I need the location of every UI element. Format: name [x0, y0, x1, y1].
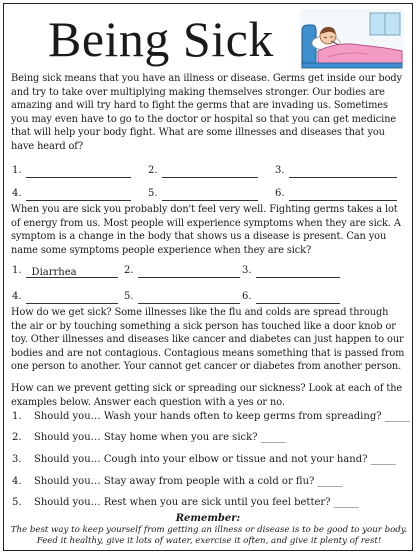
prevention-question-1[interactable]: 1. Should you… Wash your hands often to keep germs from spreading? _____	[12, 411, 410, 422]
prevention-question-5[interactable]: 5. Should you… Rest when you are sick until you feel better? _____	[12, 497, 359, 508]
symptom-answer-1[interactable]: 1. Diarrhea	[12, 264, 118, 278]
symptom-answer-6[interactable]: 6.	[242, 290, 340, 304]
prevention-question-3[interactable]: 3. Should you… Cough into your elbow or tissue and not your hand? _____	[12, 454, 396, 465]
illness-answers-row-1	[12, 164, 406, 178]
illness-answer-1[interactable]: 1.	[12, 164, 131, 178]
bed-frame-icon	[302, 63, 402, 68]
illness-answer-5[interactable]: 5.	[148, 187, 258, 201]
prevention-question-4[interactable]: 4. Should you… Stay away from people with a cold or flu? _____	[12, 476, 343, 487]
illness-answers-row-2	[12, 187, 406, 201]
illness-answer-6[interactable]: 6.	[275, 187, 397, 201]
remember-text: The best way to keep yourself from getting an illness or disease is to be good to your body. Feed it healthy, give it lots of water, exercise it often, and give it plenty of rest!	[10, 525, 408, 546]
spreading-paragraph: How do we get sick? Some illnesses like the flu and colds are spread through the air or by touching something a sick person has touched like a door knob or toy. Other illnesses and diseases like cancer and diabetes can just happen to our bodies and are not contagious. Contagious means something that is passed from one person to another. Your cannot get cancer or diabetes from another person.	[11, 307, 405, 372]
symptom-answer-3[interactable]: 3.	[242, 264, 340, 278]
illness-answer-4[interactable]: 4.	[12, 187, 131, 201]
page-title: Being Sick	[48, 11, 274, 67]
prevention-question-2[interactable]: 2. Should you… Stay home when you are sick? _____	[12, 432, 286, 443]
symptom-answer-4[interactable]: 4.	[12, 290, 118, 304]
illness-answer-2[interactable]: 2.	[148, 164, 258, 178]
illness-answer-3[interactable]: 3.	[275, 164, 397, 178]
symptoms-paragraph: When you are sick you probably don't feel very well. Fighting germs takes a lot of energy from us. Most people will experience symptoms when they are sick. A symptom is a change in the body that shows us a disease is present. Can you name some symptoms people experience when they are sick?	[11, 204, 401, 256]
remember-heading: Remember:	[175, 513, 241, 524]
sick-person-in-bed-illustration	[298, 7, 406, 71]
symptom-answers-row-1	[12, 264, 406, 278]
symptom-answers-row-2	[12, 290, 406, 304]
prevention-paragraph: How can we prevent getting sick or spreading our sickness? Look at each of the examples below. Answer each question with a yes or no.	[11, 383, 403, 408]
symptom-answer-5[interactable]: 5.	[124, 290, 240, 304]
symptom-answer-2[interactable]: 2.	[124, 264, 240, 278]
intro-paragraph: Being sick means that you have an illness or disease. Germs get inside our body and try to take over multiplying making themselves stronger. Our bodies are amazing and will try hard to fight the germs that are invading us. Sometimes you may even have to go to the doctor or hospital so that you can get medicine that will help your body fight. What are some illnesses and diseases that you have heard of?	[11, 73, 402, 152]
worksheet-page	[3, 3, 413, 551]
